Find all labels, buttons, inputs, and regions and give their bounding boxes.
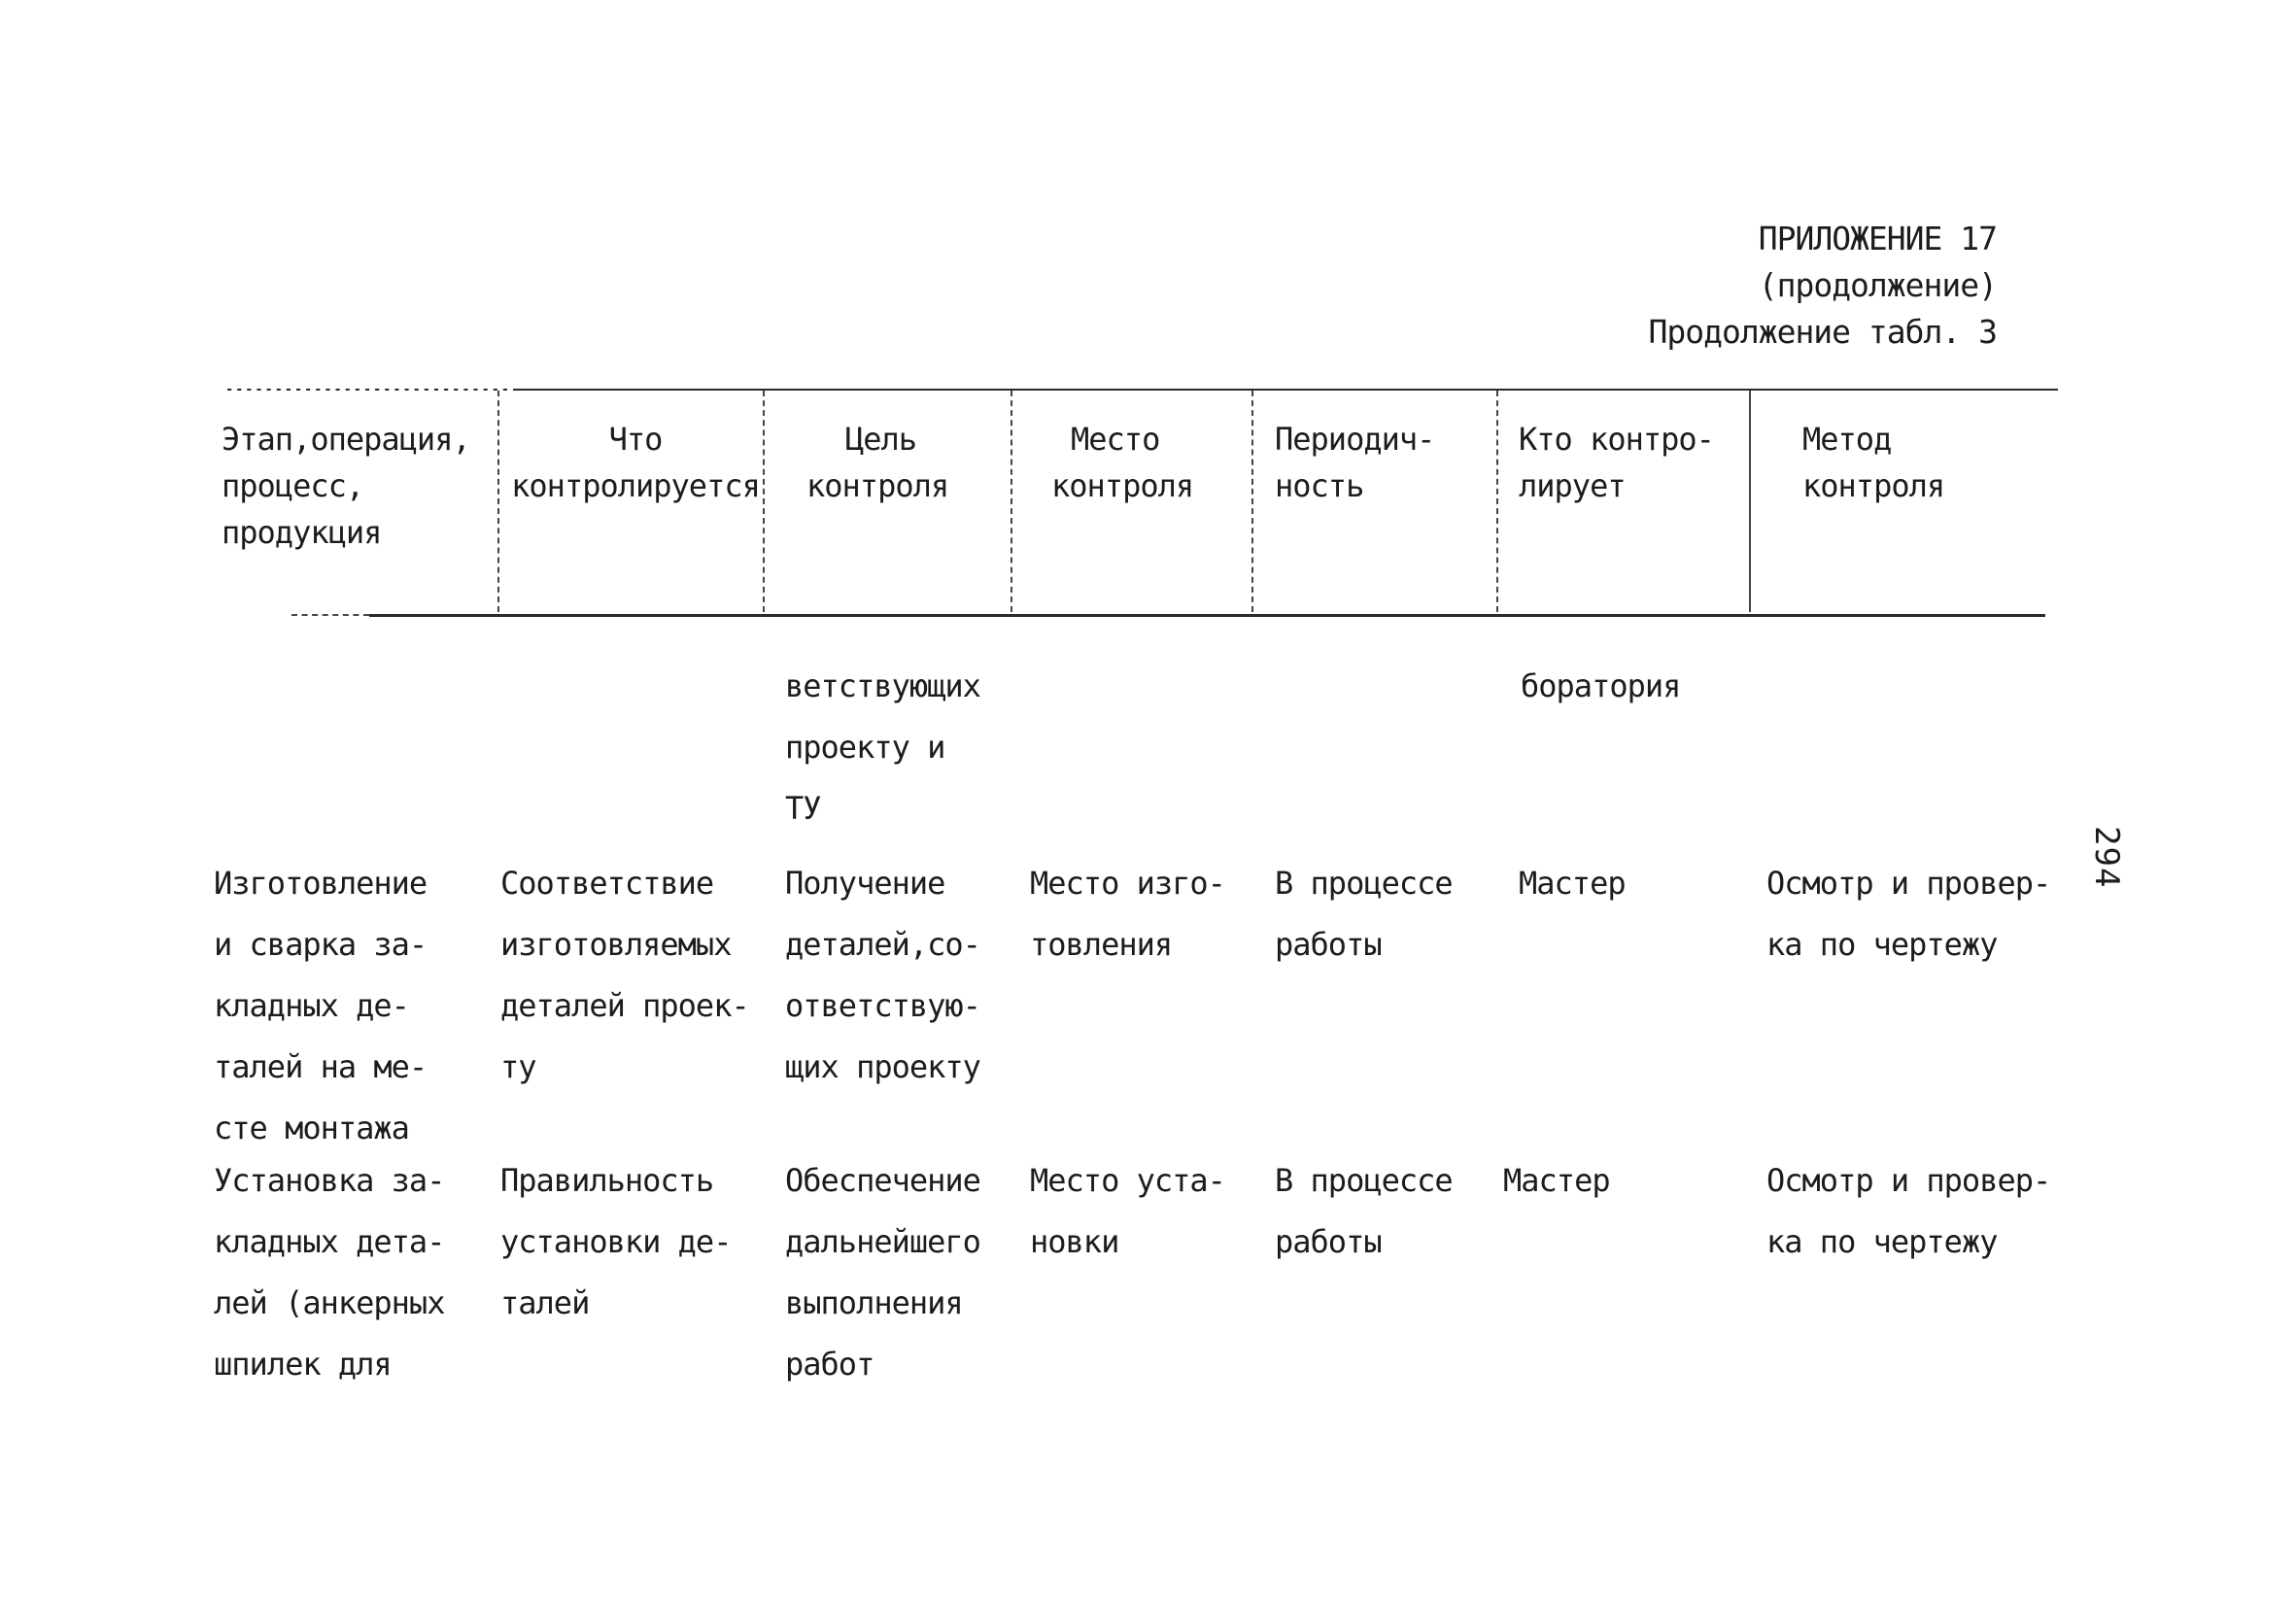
- cell-line: деталей проек-: [500, 987, 749, 1024]
- header-line: Кто контро-: [1519, 421, 1714, 458]
- header-line: Этап,операция,: [222, 421, 470, 458]
- header-line: Место: [1071, 421, 1160, 458]
- header-method: [1802, 416, 1944, 509]
- header-line: контроля: [1051, 467, 1194, 504]
- column-divider: [1251, 391, 1253, 612]
- cell-line: дальнейшего: [785, 1223, 980, 1260]
- cell-line: Место изго-: [1030, 865, 1225, 902]
- row2-method: [1766, 1150, 2050, 1273]
- appendix-subtitle: (продолжение): [1758, 266, 1997, 304]
- header-line: продукция: [222, 514, 382, 551]
- cell-line: деталей,со-: [785, 926, 980, 963]
- row1-what: [500, 853, 749, 1098]
- cell-line: работы: [1275, 1223, 1382, 1260]
- page-number: 294: [2087, 826, 2126, 889]
- header-who: [1519, 416, 1714, 509]
- cell-line: Мастер: [1519, 865, 1626, 902]
- cell-line: работ: [785, 1346, 874, 1383]
- cell-line: В процессе: [1275, 865, 1453, 902]
- row1-who: [1519, 853, 1626, 914]
- appendix-header: [1649, 216, 1998, 356]
- cell-line: проекту и: [785, 729, 945, 766]
- header-line: контроля: [1802, 467, 1945, 504]
- cell-line: установки де-: [500, 1223, 732, 1260]
- row1-stage: [214, 853, 427, 1159]
- header-goal: [806, 416, 948, 509]
- column-divider: [1496, 391, 1498, 612]
- header-period: [1275, 416, 1434, 509]
- cell-line: Осмотр и провер-: [1766, 865, 2051, 902]
- column-divider: [1749, 391, 1751, 612]
- row1-period: [1275, 853, 1453, 975]
- cell-line: Соответствие: [500, 865, 714, 902]
- cell-line: Место уста-: [1030, 1162, 1225, 1199]
- header-line: Метод: [1802, 421, 1892, 458]
- cell-line: новки: [1030, 1223, 1119, 1260]
- cell-line: боратория: [1521, 667, 1681, 704]
- header-line: лирует: [1519, 467, 1626, 504]
- cell-line: Правильность: [500, 1162, 714, 1199]
- table-header-bottom-rule: [369, 614, 2045, 617]
- header-place: [1051, 416, 1193, 509]
- cell-line: Получение: [785, 865, 945, 902]
- cell-line: Обеспечение: [785, 1162, 980, 1199]
- column-divider: [497, 391, 499, 612]
- appendix-title: ПРИЛОЖЕНИЕ 17: [1758, 220, 1997, 257]
- header-line: Что: [608, 421, 663, 458]
- cell-line: талей на ме-: [214, 1048, 428, 1085]
- cell-line: кладных де-: [214, 987, 409, 1024]
- header-line: ность: [1275, 467, 1364, 504]
- header-what: [505, 416, 766, 509]
- cell-line: талей: [500, 1284, 590, 1321]
- cell-line: Осмотр и провер-: [1766, 1162, 2051, 1199]
- row1-method: [1766, 853, 2050, 975]
- cell-line: работы: [1275, 926, 1382, 963]
- cell-line: кладных дета-: [214, 1223, 445, 1260]
- cell-line: выполнения: [785, 1284, 963, 1321]
- cell-line: Установка за-: [214, 1162, 445, 1199]
- column-divider: [1011, 391, 1012, 612]
- row2-place: [1030, 1150, 1225, 1273]
- cell-line: ветствующих: [785, 667, 980, 704]
- cell-line: ка по чертежу: [1766, 926, 1998, 963]
- row2-goal: [785, 1150, 980, 1395]
- cell-line: товления: [1030, 926, 1173, 963]
- cell-line: ответствую-: [785, 987, 980, 1024]
- cell-line: и сварка за-: [214, 926, 428, 963]
- header-line: контроля: [806, 467, 949, 504]
- cell-line: шпилек для: [214, 1346, 392, 1383]
- cell-line: сте монтажа: [214, 1110, 409, 1146]
- header-stage: [222, 416, 470, 556]
- header-line: процесс,: [222, 467, 364, 504]
- table-top-rule-gap: [222, 389, 513, 391]
- cell-line: ТУ: [785, 790, 821, 827]
- cell-line: изготовляемых: [500, 926, 732, 963]
- header-line: Периодич-: [1275, 421, 1435, 458]
- carryover-goal: [785, 656, 980, 839]
- cell-line: щих проекту: [785, 1048, 980, 1085]
- cell-line: ка по чертежу: [1766, 1223, 1998, 1260]
- table-reference: Продолжение табл. 3: [1648, 313, 1997, 351]
- cell-line: Мастер: [1503, 1162, 1610, 1199]
- row2-who: [1503, 1150, 1610, 1212]
- row1-goal: [785, 853, 980, 1098]
- row2-stage: [214, 1150, 444, 1395]
- table-header-bottom-rule-dashed: [291, 614, 369, 616]
- cell-line: ту: [500, 1048, 536, 1085]
- cell-line: лей (анкерных: [214, 1284, 445, 1321]
- header-line: контролируется: [511, 467, 760, 504]
- row2-period: [1275, 1150, 1453, 1273]
- cell-line: Изготовление: [214, 865, 428, 902]
- cell-line: В процессе: [1275, 1162, 1453, 1199]
- carryover-who: [1521, 656, 1680, 717]
- header-line: Цель: [845, 421, 917, 458]
- row1-place: [1030, 853, 1225, 975]
- row2-what: [500, 1150, 731, 1334]
